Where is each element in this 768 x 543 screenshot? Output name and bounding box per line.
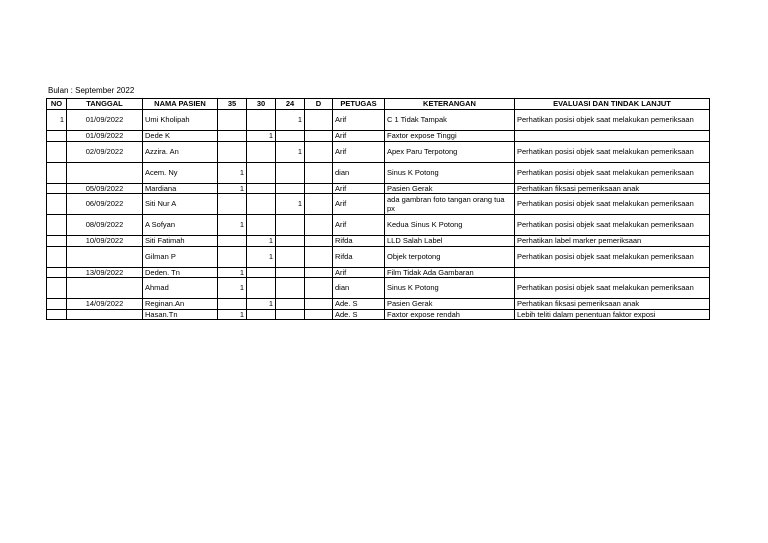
- cell-petugas: Ade. S: [333, 309, 385, 320]
- cell-30: 1: [247, 131, 276, 142]
- cell-30: 1: [247, 299, 276, 310]
- cell-evaluasi: Perhatikan posisi objek saat melakukan pemeriksaan: [515, 141, 710, 162]
- cell-24: [276, 215, 305, 236]
- cell-tanggal: [67, 278, 143, 299]
- cell-no: [47, 236, 67, 247]
- cell-evaluasi: Perhatikan fiksasi pemeriksaan anak: [515, 183, 710, 194]
- month-label: Bulan : September 2022: [48, 86, 135, 95]
- cell-petugas: Ade. S: [333, 299, 385, 310]
- table-row: [47, 131, 710, 142]
- cell-nama-pasien: Hasan.Tn: [143, 309, 218, 320]
- reject-film-table: [46, 98, 710, 320]
- cell-petugas: Rifda: [333, 236, 385, 247]
- cell-no: [47, 309, 67, 320]
- cell-d: [305, 141, 333, 162]
- cell-tanggal: 05/09/2022: [67, 183, 143, 194]
- cell-petugas: Arif: [333, 215, 385, 236]
- cell-35: [218, 131, 247, 142]
- table-row: [47, 141, 710, 162]
- cell-no: [47, 246, 67, 267]
- cell-24: [276, 236, 305, 247]
- cell-24: [276, 309, 305, 320]
- cell-evaluasi: Perhatikan posisi objek saat melakukan pemeriksaan: [515, 278, 710, 299]
- header-tanggal: TANGGAL: [67, 99, 143, 110]
- cell-keterangan: LLD Salah Label: [385, 236, 515, 247]
- cell-tanggal: [67, 309, 143, 320]
- cell-35: 1: [218, 183, 247, 194]
- cell-24: [276, 278, 305, 299]
- table-row: [47, 278, 710, 299]
- cell-30: [247, 194, 276, 215]
- cell-tanggal: 10/09/2022: [67, 236, 143, 247]
- cell-petugas: dian: [333, 278, 385, 299]
- cell-petugas: dian: [333, 162, 385, 183]
- cell-30: [247, 162, 276, 183]
- cell-no: [47, 267, 67, 278]
- cell-nama-pasien: Umi Kholipah: [143, 110, 218, 131]
- table-row: [47, 236, 710, 247]
- cell-evaluasi: [515, 267, 710, 278]
- cell-nama-pasien: Azzira. An: [143, 141, 218, 162]
- cell-d: [305, 236, 333, 247]
- cell-24: [276, 299, 305, 310]
- cell-keterangan: ada gambran foto tangan orang tua px: [385, 194, 515, 215]
- cell-no: [47, 183, 67, 194]
- cell-keterangan: Film Tidak Ada Gambaran: [385, 267, 515, 278]
- cell-petugas: Arif: [333, 141, 385, 162]
- cell-30: 1: [247, 246, 276, 267]
- cell-35: [218, 246, 247, 267]
- cell-keterangan: Objek terpotong: [385, 246, 515, 267]
- cell-petugas: Arif: [333, 194, 385, 215]
- header-no: NO: [47, 99, 67, 110]
- cell-evaluasi: Perhatikan label marker pemeriksaan: [515, 236, 710, 247]
- table-row: [47, 110, 710, 131]
- cell-keterangan: Pasien Gerak: [385, 299, 515, 310]
- table-row: [47, 267, 710, 278]
- cell-nama-pasien: Ahmad: [143, 278, 218, 299]
- cell-evaluasi: Perhatikan posisi objek saat melakukan pemeriksaan: [515, 194, 710, 215]
- cell-d: [305, 183, 333, 194]
- cell-d: [305, 267, 333, 278]
- header-35: 35: [218, 99, 247, 110]
- cell-tanggal: 01/09/2022: [67, 110, 143, 131]
- cell-evaluasi: Perhatikan posisi objek saat melakukan pemeriksaan: [515, 162, 710, 183]
- cell-d: [305, 246, 333, 267]
- cell-d: [305, 194, 333, 215]
- cell-d: [305, 278, 333, 299]
- cell-d: [305, 299, 333, 310]
- cell-nama-pasien: Gilman P: [143, 246, 218, 267]
- cell-petugas: Arif: [333, 110, 385, 131]
- table-row: [47, 299, 710, 310]
- cell-d: [305, 110, 333, 131]
- cell-d: [305, 131, 333, 142]
- cell-no: 1: [47, 110, 67, 131]
- cell-d: [305, 162, 333, 183]
- cell-petugas: Rifda: [333, 246, 385, 267]
- table-body: [47, 110, 710, 320]
- cell-evaluasi: Lebih teliti dalam penentuan faktor exposi: [515, 309, 710, 320]
- cell-keterangan: Sinus K Potong: [385, 162, 515, 183]
- cell-tanggal: [67, 162, 143, 183]
- cell-keterangan: Faxtor expose Tinggi: [385, 131, 515, 142]
- cell-30: [247, 278, 276, 299]
- cell-evaluasi: Perhatikan posisi objek saat melakukan pemeriksaan: [515, 246, 710, 267]
- cell-evaluasi: Perhatikan posisi objek saat melakukan pemeriksaan: [515, 215, 710, 236]
- cell-keterangan: Sinus K Potong: [385, 278, 515, 299]
- cell-no: [47, 215, 67, 236]
- cell-35: [218, 194, 247, 215]
- cell-35: [218, 141, 247, 162]
- cell-tanggal: 06/09/2022: [67, 194, 143, 215]
- header-evaluasi: EVALUASI DAN TINDAK LANJUT: [515, 99, 710, 110]
- cell-35: 1: [218, 278, 247, 299]
- cell-tanggal: 01/09/2022: [67, 131, 143, 142]
- header-keterangan: KETERANGAN: [385, 99, 515, 110]
- cell-tanggal: [67, 246, 143, 267]
- cell-no: [47, 141, 67, 162]
- cell-tanggal: 02/09/2022: [67, 141, 143, 162]
- cell-no: [47, 194, 67, 215]
- cell-nama-pasien: Dede K: [143, 131, 218, 142]
- table-row: [47, 162, 710, 183]
- header-d: D: [305, 99, 333, 110]
- cell-tanggal: 08/09/2022: [67, 215, 143, 236]
- cell-30: [247, 183, 276, 194]
- cell-35: [218, 299, 247, 310]
- cell-nama-pasien: Reginan.An: [143, 299, 218, 310]
- cell-24: 1: [276, 110, 305, 131]
- cell-petugas: Arif: [333, 183, 385, 194]
- header-30: 30: [247, 99, 276, 110]
- cell-35: 1: [218, 162, 247, 183]
- cell-d: [305, 309, 333, 320]
- cell-nama-pasien: Siti Fatimah: [143, 236, 218, 247]
- cell-30: [247, 110, 276, 131]
- cell-35: [218, 236, 247, 247]
- cell-evaluasi: Perhatikan fiksasi pemeriksaan anak: [515, 299, 710, 310]
- cell-no: [47, 162, 67, 183]
- cell-30: 1: [247, 236, 276, 247]
- cell-no: [47, 299, 67, 310]
- header-petugas: PETUGAS: [333, 99, 385, 110]
- cell-nama-pasien: Siti Nur A: [143, 194, 218, 215]
- cell-evaluasi: Perhatikan posisi objek saat melakukan pemeriksaan: [515, 110, 710, 131]
- cell-30: [247, 309, 276, 320]
- cell-24: [276, 183, 305, 194]
- cell-no: [47, 278, 67, 299]
- cell-keterangan: C 1 Tidak Tampak: [385, 110, 515, 131]
- cell-tanggal: 13/09/2022: [67, 267, 143, 278]
- cell-30: [247, 215, 276, 236]
- cell-nama-pasien: A Sofyan: [143, 215, 218, 236]
- cell-keterangan: Kedua Sinus K Potong: [385, 215, 515, 236]
- cell-nama-pasien: Deden. Tn: [143, 267, 218, 278]
- cell-tanggal: 14/09/2022: [67, 299, 143, 310]
- cell-petugas: Arif: [333, 267, 385, 278]
- cell-35: 1: [218, 309, 247, 320]
- header-24: 24: [276, 99, 305, 110]
- cell-keterangan: Pasien Gerak: [385, 183, 515, 194]
- cell-d: [305, 215, 333, 236]
- table-row: [47, 183, 710, 194]
- cell-30: [247, 141, 276, 162]
- cell-evaluasi: [515, 131, 710, 142]
- cell-30: [247, 267, 276, 278]
- cell-24: [276, 267, 305, 278]
- cell-24: [276, 246, 305, 267]
- table-row: [47, 215, 710, 236]
- cell-24: 1: [276, 141, 305, 162]
- cell-35: 1: [218, 215, 247, 236]
- header-nama-pasien: NAMA PASIEN: [143, 99, 218, 110]
- cell-nama-pasien: Mardiana: [143, 183, 218, 194]
- table-header-row: [47, 99, 710, 110]
- cell-35: [218, 110, 247, 131]
- cell-petugas: Arif: [333, 131, 385, 142]
- cell-no: [47, 131, 67, 142]
- table-row: [47, 194, 710, 215]
- cell-keterangan: Apex Paru Terpotong: [385, 141, 515, 162]
- cell-24: 1: [276, 194, 305, 215]
- table-row: [47, 246, 710, 267]
- cell-24: [276, 131, 305, 142]
- table-row: [47, 309, 710, 320]
- cell-35: 1: [218, 267, 247, 278]
- cell-keterangan: Faxtor expose rendah: [385, 309, 515, 320]
- cell-nama-pasien: Acem. Ny: [143, 162, 218, 183]
- cell-24: [276, 162, 305, 183]
